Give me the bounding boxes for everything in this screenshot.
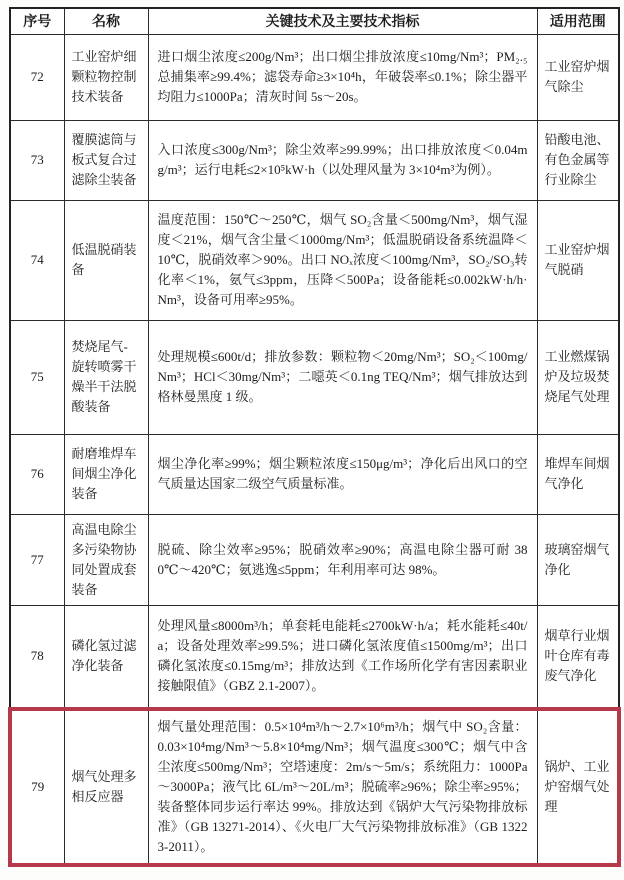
table-row bbox=[10, 514, 619, 605]
table-row bbox=[10, 120, 619, 200]
cell-scope: 铅酸电池、有色金属等行业除尘 bbox=[537, 120, 619, 200]
cell-seq: 76 bbox=[10, 434, 64, 514]
header-name: 名称 bbox=[64, 8, 148, 34]
table-row bbox=[10, 200, 619, 320]
cell-tech: 烟尘净化率≥99%；烟尘颗粒浓度≤150μg/m³；净化后出风口的空气质量达国家二级空气质量标准。 bbox=[148, 434, 537, 514]
cell-name: 高温电除尘多污染物协同处置成套装备 bbox=[64, 514, 148, 605]
cell-seq: 75 bbox=[10, 320, 64, 434]
cell-tech: 入口浓度≤300g/Nm³；除尘效率≥99.99%；出口排放浓度＜0.04mg/m³；运行电耗≤2×10⁵kW·h（以处理风量为 3×10⁴m³为例）。 bbox=[148, 120, 537, 200]
cell-name: 工业窑炉细颗粒物控制技术装备 bbox=[64, 34, 148, 120]
header-row bbox=[10, 8, 619, 34]
cell-scope: 工业窑炉烟气除尘 bbox=[537, 34, 619, 120]
cell-seq: 79 bbox=[10, 709, 64, 865]
cell-tech: 脱硫、除尘效率≥95%；脱硝效率≥90%；高温电除尘器可耐 380℃～420℃；氨逃逸≤5ppm；年利用率可达 98%。 bbox=[148, 514, 537, 605]
cell-seq: 78 bbox=[10, 605, 64, 709]
table-row bbox=[10, 34, 619, 120]
header-seq: 序号 bbox=[10, 8, 64, 34]
cell-name: 烟气处理多相反应器 bbox=[64, 709, 148, 865]
cell-name: 覆膜滤筒与板式复合过滤除尘装备 bbox=[64, 120, 148, 200]
cell-seq: 73 bbox=[10, 120, 64, 200]
table-row bbox=[10, 434, 619, 514]
header-tech: 关键技术及主要技术指标 bbox=[148, 8, 537, 34]
header-scope: 适用范围 bbox=[537, 8, 619, 34]
table-row bbox=[10, 605, 619, 709]
cell-scope: 工业燃煤锅炉及垃圾焚烧尾气处理 bbox=[537, 320, 619, 434]
cell-scope: 锅炉、工业炉窑烟气处理 bbox=[537, 709, 619, 865]
cell-tech: 烟气量处理范围：0.5×10⁴m³/h～2.7×10⁶m³/h；烟气中 SO₂含量：0.03×10⁴mg/Nm³～5.8×10⁴mg/Nm³；烟气温度≤300℃；烟气中含尘浓度≤500mg/Nm³；空塔速度：2m/s～5m/s；系统阻力：1000Pa～3000Pa；液气比 6L/m³～20L/m³；脱硫率≥96%；除尘率≥95%；装备整体同步运行率达 99%。排放达到《锅炉大气污染物排放标准》（GB 13271-2014）、《火电厂大气污染物排放标准》（GB 13223-2011）。 bbox=[148, 709, 537, 865]
cell-scope: 工业窑炉烟气脱硝 bbox=[537, 200, 619, 320]
cell-tech: 温度范围：150℃～250℃，烟气 SO₂含量＜500mg/Nm³，烟气湿度＜21%，烟气含尘量＜1000mg/Nm³；低温脱硝设备系统温降＜10℃，脱硝效率＞90%。出口 NOₓ浓度＜100mg/Nm³，SO₂/SO₃转化率＜1%，氨气≤3ppm，压降＜500Pa；设备能耗≤0.002kW·h/h·Nm³，设备可用率≥95%。 bbox=[148, 200, 537, 320]
cell-seq: 77 bbox=[10, 514, 64, 605]
cell-name: 低温脱硝装备 bbox=[64, 200, 148, 320]
cell-seq: 74 bbox=[10, 200, 64, 320]
table-row-highlighted bbox=[10, 709, 619, 865]
cell-name: 焚烧尾气-旋转喷雾干燥半干法脱酸装备 bbox=[64, 320, 148, 434]
cell-scope: 玻璃窑烟气净化 bbox=[537, 514, 619, 605]
cell-tech: 处理规模≤600t/d；排放参数：颗粒物＜20mg/Nm³；SO₂＜100mg/Nm³；HCl＜30mg/Nm³；二噁英＜0.1ng TEQ/Nm³；烟气排放达到格林曼黑度 1 级。 bbox=[148, 320, 537, 434]
cell-tech: 进口烟尘浓度≤200g/Nm³；出口烟尘排放浓度≤10mg/Nm³；PM₂.₅总捕集率≥99.4%；滤袋寿命≥3×10⁴h，年破袋率≤0.1%；除尘器平均阻力≤1000Pa；清灰时间 5s～20s。 bbox=[148, 34, 537, 120]
cell-name: 磷化氢过滤净化装备 bbox=[64, 605, 148, 709]
cell-seq: 72 bbox=[10, 34, 64, 120]
cell-name: 耐磨堆焊车间烟尘净化装备 bbox=[64, 434, 148, 514]
equipment-spec-table bbox=[8, 7, 621, 867]
cell-scope: 堆焊车间烟气净化 bbox=[537, 434, 619, 514]
cell-tech: 处理风量≤8000m³/h；单套耗电能耗≤2700kW·h/a；耗水能耗≤40t/a；设备处理效率≥99.5%；进口磷化氢浓度值≤1500mg/m³；出口磷化氢浓度≤0.15mg/m³；排放达到《工作场所化学有害因素职业接触限值》（GBZ 2.1-2007）。 bbox=[148, 605, 537, 709]
cell-scope: 烟草行业烟叶仓库有毒废气净化 bbox=[537, 605, 619, 709]
table-row bbox=[10, 320, 619, 434]
